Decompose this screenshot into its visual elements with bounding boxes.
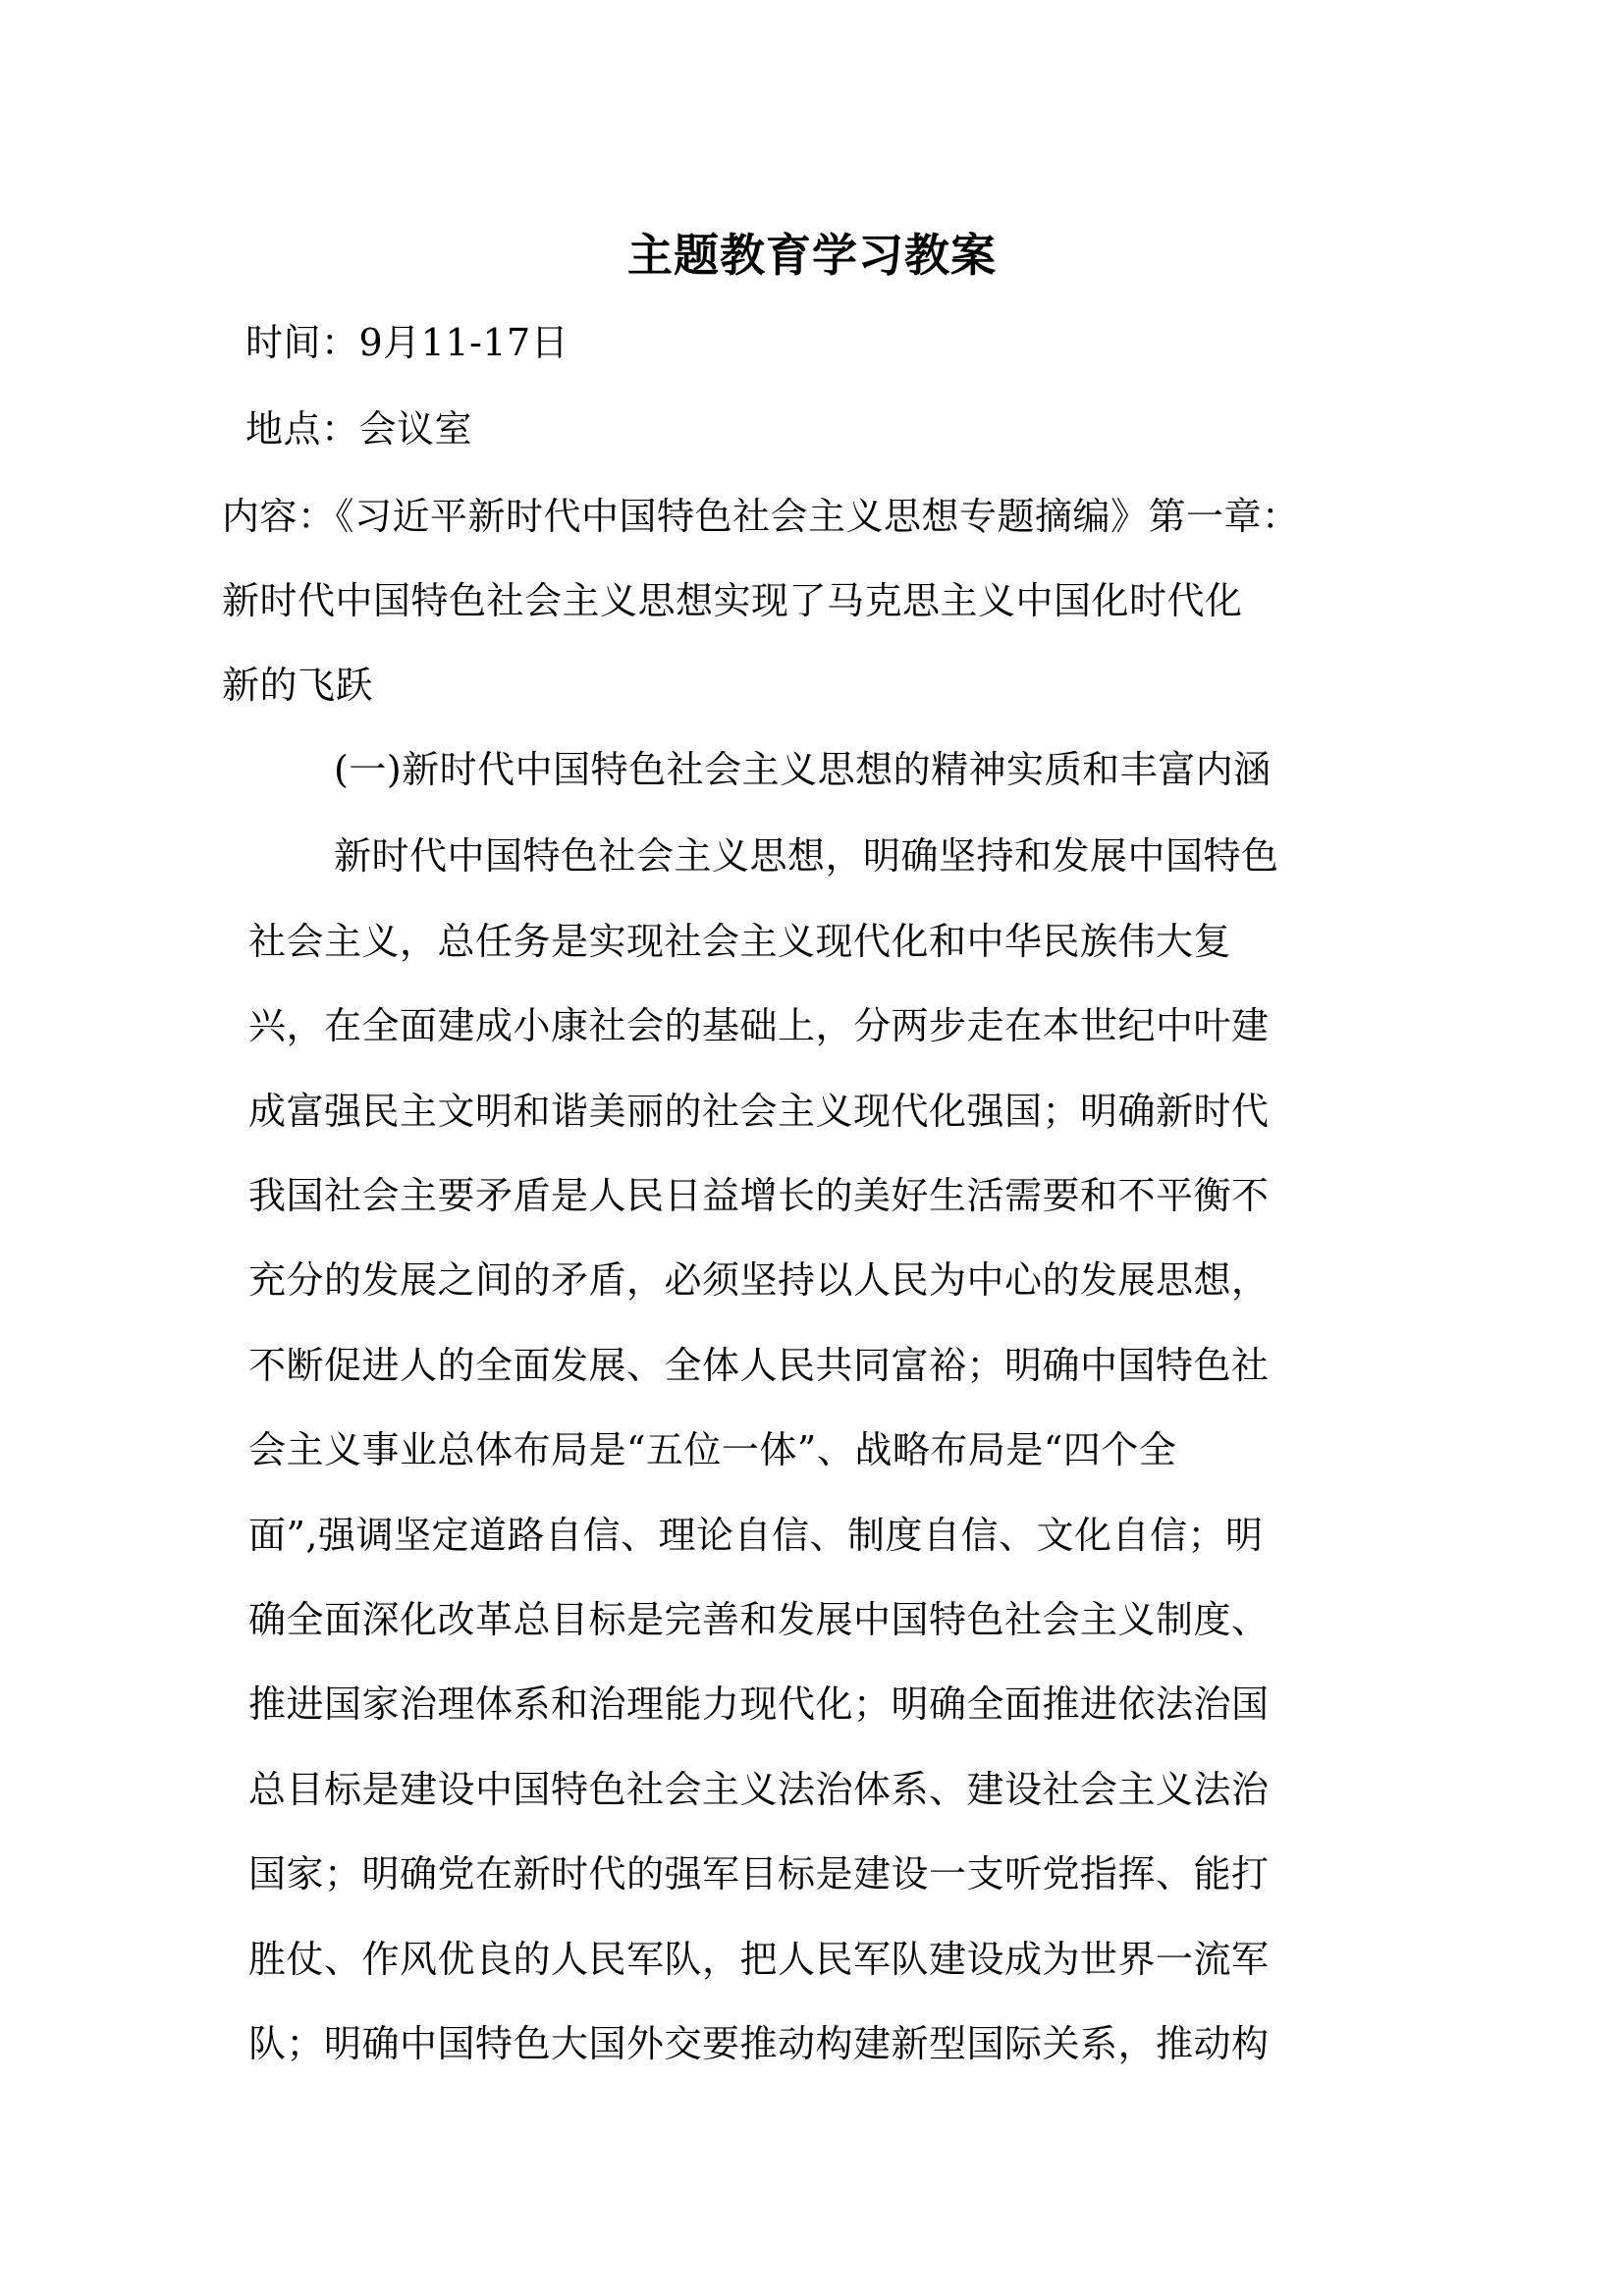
meta-time: 时间：9月11-17日 bbox=[245, 321, 569, 364]
body-line: 我国社会主要矛盾是人民日益增长的美好生活需要和不平衡不 bbox=[248, 1174, 1270, 1217]
body-line: 成富强民主文明和谐美丽的社会主义现代化强国；明确新时代 bbox=[248, 1090, 1270, 1133]
content-line: 内容：《习近平新时代中国特色社会主义思想专题摘编》第一章： bbox=[222, 495, 1300, 538]
body-line: 会主义事业总体布局是“五位一体”、战略布局是“四个全 bbox=[248, 1428, 1177, 1471]
body-line: 总目标是建设中国特色社会主义法治体系、建设社会主义法治 bbox=[248, 1768, 1270, 1811]
body-line: 面”,强调坚定道路自信、理论自信、制度自信、文化自信；明 bbox=[248, 1514, 1264, 1557]
body-line: 不断促进人的全面发展、全体人民共同富裕；明确中国特色社 bbox=[248, 1344, 1270, 1387]
document-title: 主题教育学习教案 bbox=[627, 229, 997, 282]
body-line: 充分的发展之间的矛盾，必须坚持以人民为中心的发展思想， bbox=[248, 1258, 1270, 1302]
section-heading: (一)新时代中国特色社会主义思想的精神实质和丰富内涵 bbox=[334, 748, 1272, 791]
content-line: 新的飞跃 bbox=[222, 664, 374, 707]
body-line: 确全面深化改革总目标是完善和发展中国特色社会主义制度、 bbox=[248, 1598, 1270, 1641]
body-line: 队；明确中国特色大国外交要推动构建新型国际关系，推动构 bbox=[248, 2022, 1270, 2065]
body-line: 推进国家治理体系和治理能力现代化；明确全面推进依法治国 bbox=[248, 1682, 1270, 1726]
body-line: 社会主义，总任务是实现社会主义现代化和中华民族伟大复 bbox=[248, 920, 1232, 963]
body-line: 胜仗、作风优良的人民军队，把人民军队建设成为世界一流军 bbox=[248, 1938, 1270, 1981]
body-line: 新时代中国特色社会主义思想，明确坚持和发展中国特色 bbox=[334, 834, 1279, 878]
content-line: 新时代中国特色社会主义思想实现了马克思主义中国化时代化 bbox=[222, 579, 1243, 622]
body-line: 国家；明确党在新时代的强军目标是建设一支听党指挥、能打 bbox=[248, 1852, 1270, 1896]
meta-location: 地点：会议室 bbox=[245, 407, 473, 451]
body-line: 兴，在全面建成小康社会的基础上，分两步走在本世纪中叶建 bbox=[248, 1004, 1270, 1047]
